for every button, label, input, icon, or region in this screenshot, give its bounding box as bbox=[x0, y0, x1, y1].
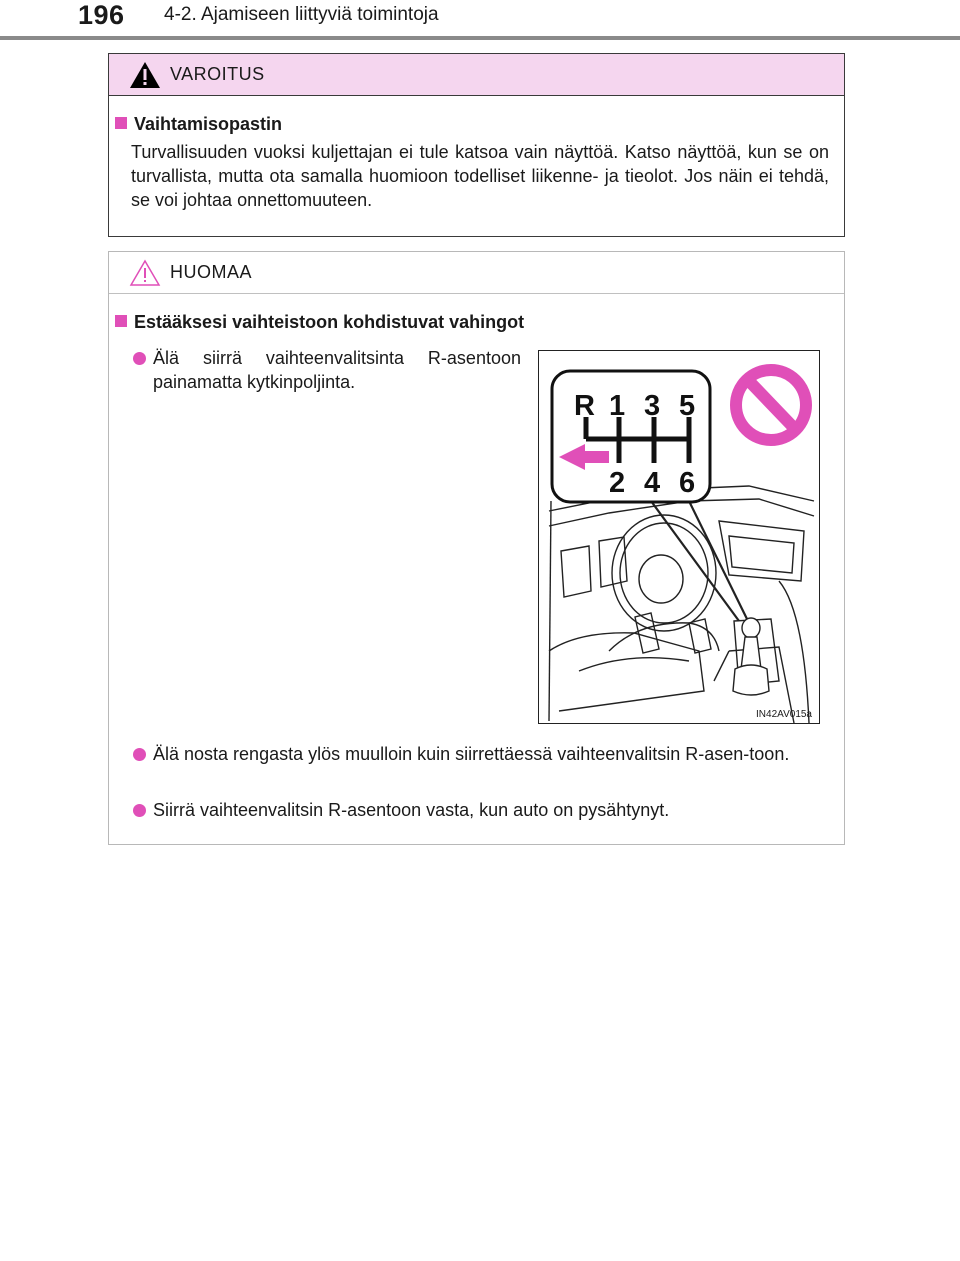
bullet-dot-icon bbox=[133, 352, 146, 365]
square-bullet-icon bbox=[115, 315, 127, 327]
notice-label: HUOMAA bbox=[170, 262, 253, 282]
gear-label-6: 6 bbox=[679, 467, 696, 499]
section-title: 4-2. Ajamiseen liittyviä toimintoja bbox=[164, 4, 439, 25]
notice-heading: Estääksesi vaihteistoon kohdistuvat vahingot bbox=[115, 312, 524, 333]
page-header bbox=[0, 0, 960, 40]
figure-id: IN42AV015a bbox=[756, 709, 812, 720]
bullet-dot-icon bbox=[133, 748, 146, 761]
warning-label: VAROITUS bbox=[170, 64, 265, 84]
gear-label-3: 3 bbox=[644, 390, 661, 422]
page-number: 196 bbox=[78, 0, 125, 30]
gear-label-r: R bbox=[574, 390, 595, 422]
gear-label-5: 5 bbox=[679, 390, 696, 422]
warning-triangle-icon bbox=[129, 61, 161, 89]
caution-triangle-icon bbox=[129, 259, 161, 287]
notice-header bbox=[109, 252, 844, 294]
warning-heading: Vaihtamisopastin bbox=[115, 114, 282, 135]
warning-box bbox=[108, 53, 845, 237]
bullet-dot-icon bbox=[133, 804, 146, 817]
bullet-item: Siirrä vaihteenvalitsin R-asentoon vasta, kun auto on pysähtynyt. bbox=[153, 798, 829, 822]
warning-header bbox=[109, 54, 844, 96]
gear-shift-illustration bbox=[538, 350, 820, 724]
gear-pattern-diagram bbox=[539, 351, 819, 723]
gear-label-2: 2 bbox=[609, 467, 626, 499]
header-rule bbox=[0, 36, 960, 40]
gear-label-4: 4 bbox=[644, 467, 661, 499]
square-bullet-icon bbox=[115, 117, 127, 129]
bullet-item: Älä nosta rengasta ylös muulloin kuin siirrettäessä vaihteenvalitsin R-asen-toon. bbox=[153, 742, 829, 766]
warning-paragraph: Turvallisuuden vuoksi kuljettajan ei tule katsoa vain näyttöä. Katso näyttöä, kun se on turvallista, mutta ota samalla huomioon todelliset liikenne- ja tieolot. Jos näin ei tehdä, se voi johtaa onnettomuuteen. bbox=[131, 142, 829, 210]
bullet-item: Älä siirrä vaihteenvalitsinta R-asentoon painamatta kytkinpoljinta. bbox=[153, 346, 521, 394]
gear-label-1: 1 bbox=[609, 390, 626, 422]
